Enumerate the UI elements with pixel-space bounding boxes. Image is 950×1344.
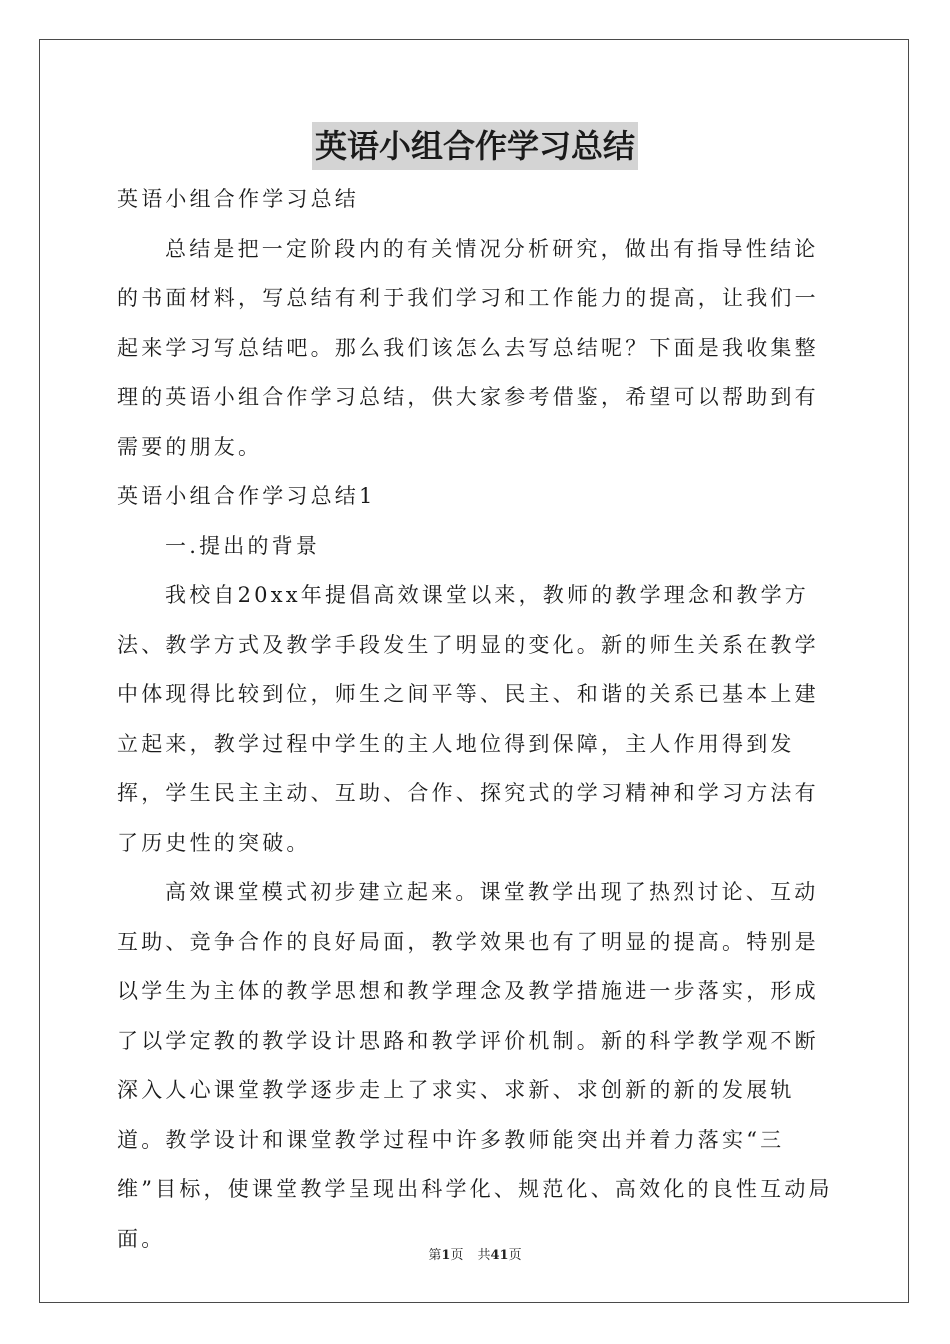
paragraph-body-1: 我校自20xx年提倡高效课堂以来，教师的教学理念和教学方法、教学方式及教学手段发生了明显的变化。新的师生关系在教学中体现得比较到位，师生之间平等、民主、和谐的关系已基本上建立起来，教学过程中学生的主人地位得到保障，主人作用得到发挥，学生民主主动、互助、合作、探究式的学习精神和学习方法有了历史性的突破。: [117, 583, 819, 855]
footer-total-suffix: 页: [508, 1248, 522, 1263]
paragraph-subtitle: 英语小组合作学习总结: [117, 187, 359, 211]
footer-page-suffix: 页: [450, 1248, 464, 1263]
paragraph-subheading: 一.提出的背景: [165, 533, 321, 558]
footer-page-number: 1: [441, 1248, 451, 1263]
paragraph-body-2: 高效课堂模式初步建立起来。课堂教学出现了热烈讨论、互动互助、竞争合作的良好局面，教学效果也有了明显的提高。特别是以学生为主体的教学思想和教学理念及教学措施进一步落实，形成了以学定教的教学设计思路和教学评价机制。新的科学教学观不断深入人心课堂教学逐步走上了求实、求新、求创新的新的发展轨道。教学设计和课堂教学过程中许多教师能突出并着力落实“三维”目标，使课堂教学呈现出科学化、规范化、高效化的良性互动局面。: [117, 880, 833, 1251]
footer-page-prefix: 第: [428, 1248, 442, 1263]
footer-total-prefix: 共: [477, 1248, 491, 1263]
document-body: [117, 175, 837, 1264]
document-title: 英语小组合作学习总结: [312, 122, 638, 170]
paragraph-intro: 总结是把一定阶段内的有关情况分析研究，做出有指导性结论的书面材料，写总结有利于我们学习和工作能力的提高，让我们一起来学习写总结吧。那么我们该怎么去写总结呢？下面是我收集整理的英语小组合作学习总结，供大家参考借鉴，希望可以帮助到有需要的朋友。: [117, 236, 819, 459]
title-container: [0, 122, 950, 170]
page-footer: [0, 1244, 950, 1263]
paragraph-section-heading: 英语小组合作学习总结1: [117, 484, 376, 508]
footer-total-pages: 41: [490, 1248, 509, 1263]
